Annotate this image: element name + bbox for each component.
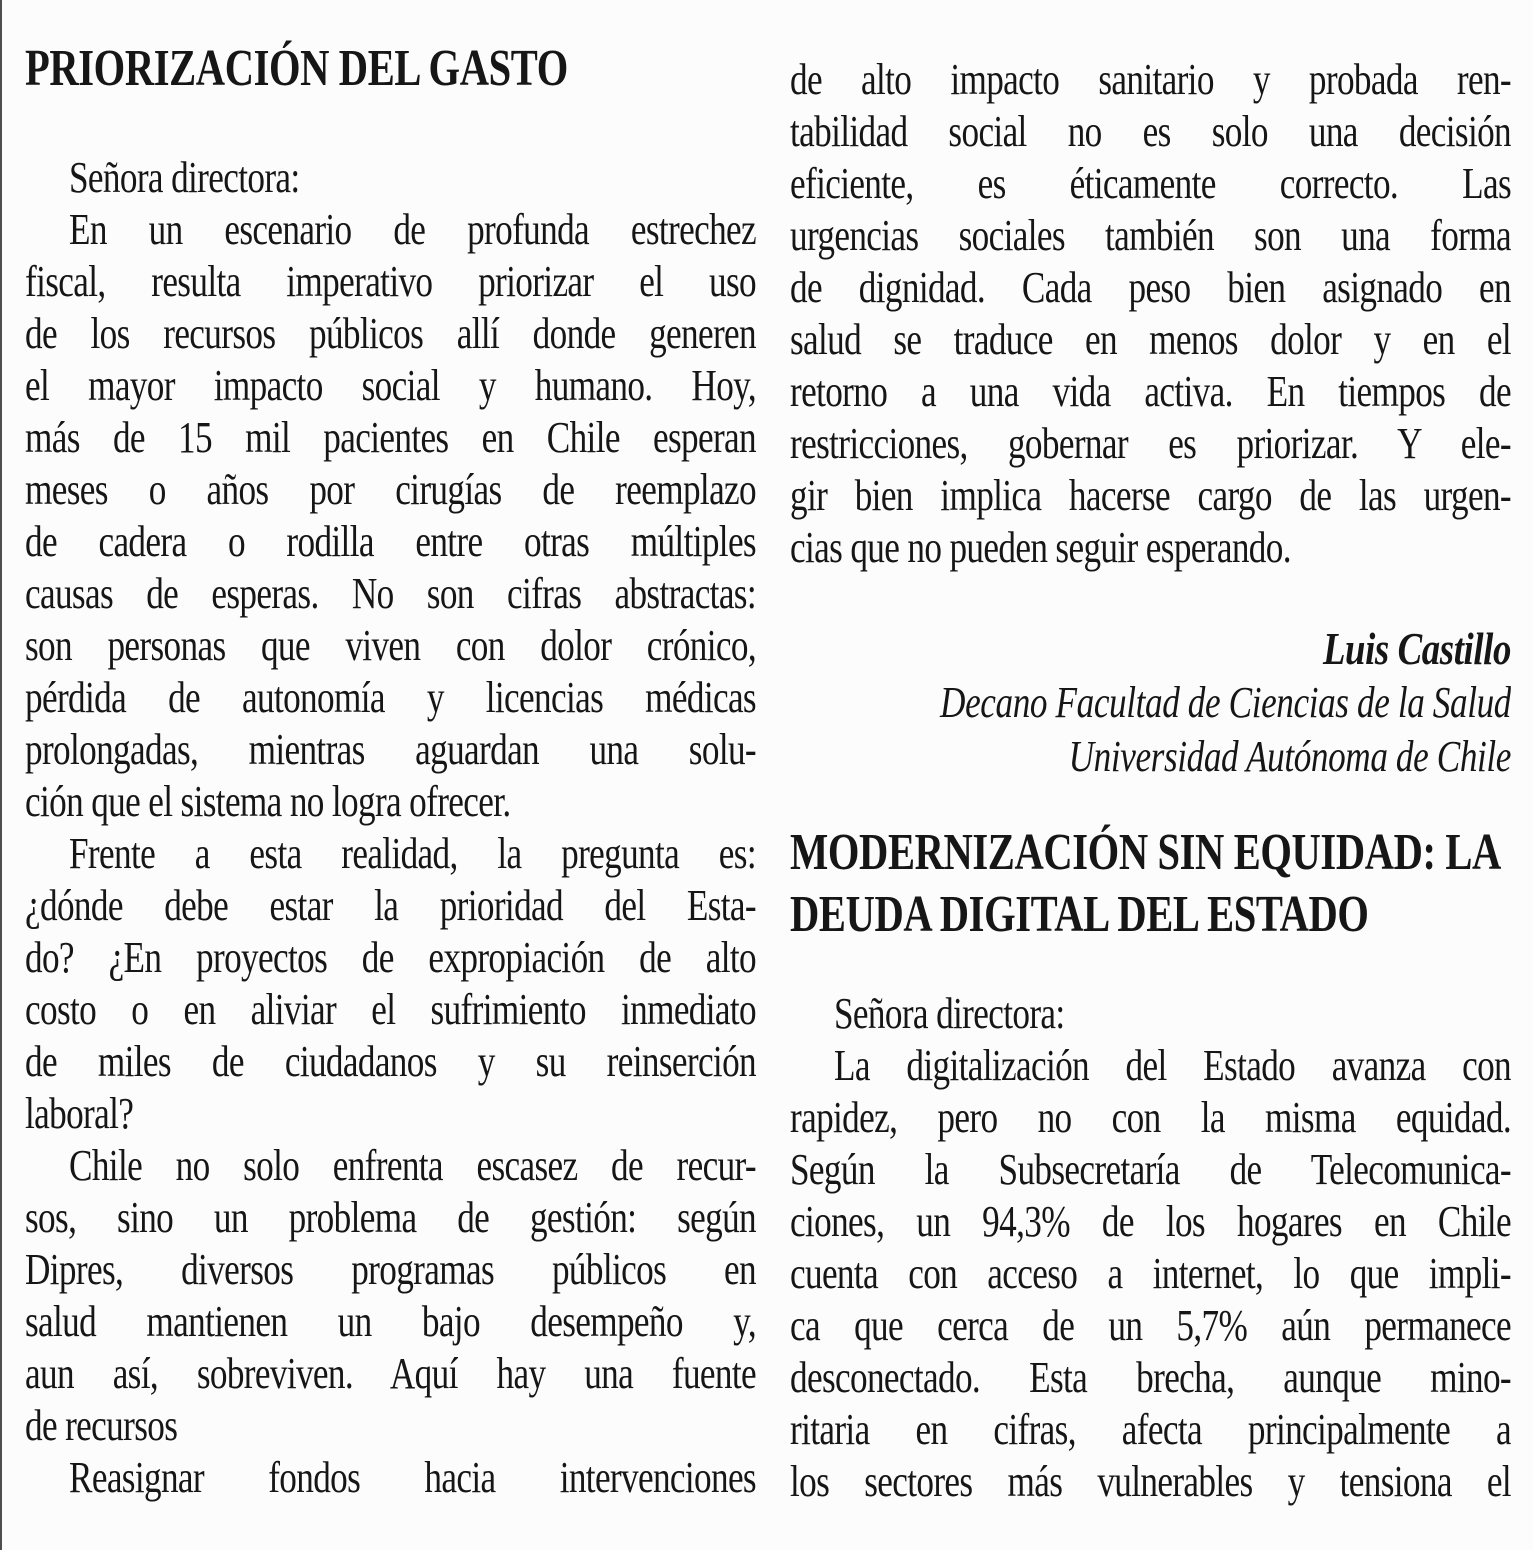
letter-1-line: Frente a esta realidad, la pregunta es: [69,829,756,878]
letter-1-line: de miles de ciudadanos y su reinserción [25,1037,756,1086]
signature-block [790,622,1511,784]
letter-2-title-line: DEUDA DIGITAL DEL ESTADO [790,886,1369,943]
signature-organization: Universidad Autónoma de Chile [1068,732,1511,781]
letter-2-line: desconectado. Esta brecha, aunque mino- [790,1353,1511,1402]
letter-1-line: meses o años por cirugías de reemplazo [25,465,756,514]
letter-1-line: restricciones, gobernar es priorizar. Y ele- [790,419,1511,468]
letter-1-line: ¿dónde debe estar la prioridad del Esta- [25,881,756,930]
letter-1-line: do? ¿En proyectos de expropiación de alto [25,933,756,982]
letter-1-continuation [790,54,1511,574]
letter-1-line: cias que no pueden seguir esperando. [790,523,1291,572]
right-column [790,26,1511,1550]
letter-1-line: retorno a una vida activa. En tiempos de [790,367,1511,416]
letter-2-title-line: MODERNIZACIÓN SIN EQUIDAD: LA [790,824,1501,881]
letter-1-body [25,152,756,1504]
letter-2-line: ritaria en cifras, afecta principalmente a [790,1405,1511,1454]
letter-2-line: ca que cerca de un 5,7% aún permanece [790,1301,1511,1350]
letter-1-line: son personas que viven con dolor crónico, [25,621,756,670]
letter-1-line: laboral? [25,1089,134,1138]
letter-2-line: Señora directora: [834,989,1065,1038]
letter-1-line: aun así, sobreviven. Aquí hay una fuente [25,1349,756,1398]
letter-1-line: de los recursos públicos allí donde generen [25,309,756,358]
left-column [25,26,756,1550]
letter-1-line: eficiente, es éticamente correcto. Las [790,159,1511,208]
letter-1-line: más de 15 mil pacientes en Chile esperan [25,413,756,462]
scan-edge-artifact [0,0,2,1550]
letter-1-line: Dipres, diversos programas públicos en [25,1245,756,1294]
letter-2-line: los sectores más vulnerables y tensiona el [790,1457,1511,1506]
letter-1-line: el mayor impacto social y humano. Hoy, [25,361,756,410]
letter-1-line: gir bien implica hacerse cargo de las urgen- [790,471,1511,520]
letter-1-line: ción que el sistema no logra ofrecer. [25,777,511,826]
signature-title: Decano Facultad de Ciencias de la Salud [940,678,1511,727]
letter-1-line: causas de esperas. No son cifras abstractas: [25,569,756,618]
letter-2-line: Según la Subsecretaría de Telecomunica- [790,1145,1511,1194]
letter-1-line: de recursos [25,1401,178,1450]
letter-2-line: cuenta con acceso a internet, lo que impli- [790,1249,1511,1298]
letter-1-line: de cadera o rodilla entre otras múltiples [25,517,756,566]
letter-2-line: rapidez, pero no con la misma equidad. [790,1093,1511,1142]
signature-name: Luis Castillo [1322,623,1511,674]
letter-1-line: Chile no solo enfrenta escasez de recur- [69,1141,756,1190]
letter-2-line: La digitalización del Estado avanza con [834,1041,1511,1090]
letter-1-title: PRIORIZACIÓN DEL GASTO [25,40,568,97]
letter-2-title [790,822,1511,946]
letter-1-line: Señora directora: [69,153,300,202]
letter-1-line: En un escenario de profunda estrechez [69,205,756,254]
letter-1-line: prolongadas, mientras aguardan una solu- [25,725,756,774]
letter-1-line: Reasignar fondos hacia intervenciones [69,1453,756,1502]
letter-1-line: salud se traduce en menos dolor y en el [790,315,1511,364]
letter-1-line: tabilidad social no es solo una decisión [790,107,1511,156]
letter-2-line: ciones, un 94,3% de los hogares en Chile [790,1197,1511,1246]
letter-2-body [790,988,1511,1508]
letter-1-line: pérdida de autonomía y licencias médicas [25,673,756,722]
letter-1-line: costo o en aliviar el sufrimiento inmediato [25,985,756,1034]
letter-1-line: urgencias sociales también son una forma [790,211,1511,260]
letter-1-line: salud mantienen un bajo desempeño y, [25,1297,756,1346]
letter-1-line: fiscal, resulta imperativo priorizar el uso [25,257,756,306]
letter-1-line: de dignidad. Cada peso bien asignado en [790,263,1511,312]
letter-1-line: sos, sino un problema de gestión: según [25,1193,756,1242]
letter-1-line: de alto impacto sanitario y probada ren- [790,55,1511,104]
